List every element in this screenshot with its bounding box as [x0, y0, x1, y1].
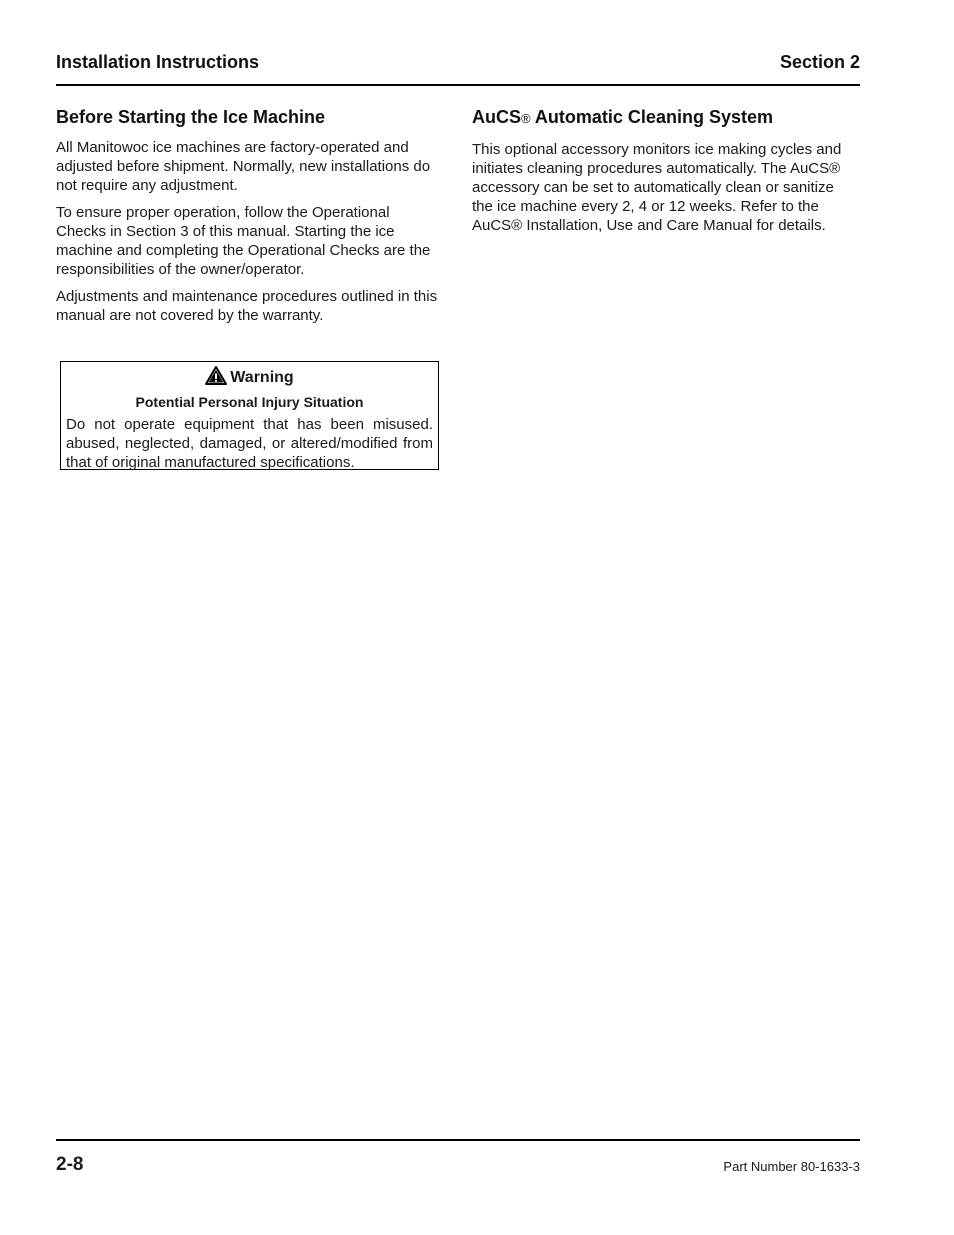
warning-title: Warning: [230, 369, 294, 386]
part-number: Part Number 80-1633-3: [723, 1159, 860, 1174]
heading-aucs-prefix: AuCS: [472, 107, 521, 127]
paragraph: Adjustments and maintenance procedures outlined in this manual are not covered by the warranty.: [56, 288, 438, 324]
paragraph: To ensure proper operation, follow the Operational Checks in Section 3 of this manual. Starting the ice machine and completing the Operational Checks are the responsibilities of the owner/operator.: [56, 204, 431, 278]
warning-title-row: [66, 366, 433, 391]
section-heading-aucs: [472, 106, 858, 130]
section-heading-before-starting: Before Starting the Ice Machine: [56, 107, 326, 127]
page-number: 2-8: [56, 1154, 84, 1175]
warning-subtitle: Potential Personal Injury Situation: [135, 394, 364, 410]
heading-aucs-suffix: Automatic Cleaning System: [530, 107, 773, 127]
header-section: Section 2: [779, 52, 860, 72]
paragraph: All Manitowoc ice machines are factory-operated and adjusted before shipment. Normally, new installations do not require any adjustment.: [56, 139, 431, 194]
page-footer: [56, 1139, 860, 1175]
registered-mark: ®: [521, 111, 531, 126]
paragraph: This optional accessory monitors ice making cycles and initiates cleaning procedures automatically. The AuCS® accessory can be set to automatically clean or sanitize the ice machine every 2, 4 or 12 weeks. Refer to the AuCS® Installation, Use and Care Manual for details.: [472, 141, 842, 234]
page-header: [56, 50, 860, 86]
left-column: [56, 106, 442, 333]
header-title: Installation Instructions: [56, 52, 260, 72]
warning-body: Do not operate equipment that has been misused. abused, neglected, damaged, or altered/modified from that of original manufactured specifications.: [66, 416, 433, 471]
warning-box: [60, 361, 439, 470]
warning-triangle-icon: [205, 366, 227, 391]
right-column: [472, 106, 858, 243]
